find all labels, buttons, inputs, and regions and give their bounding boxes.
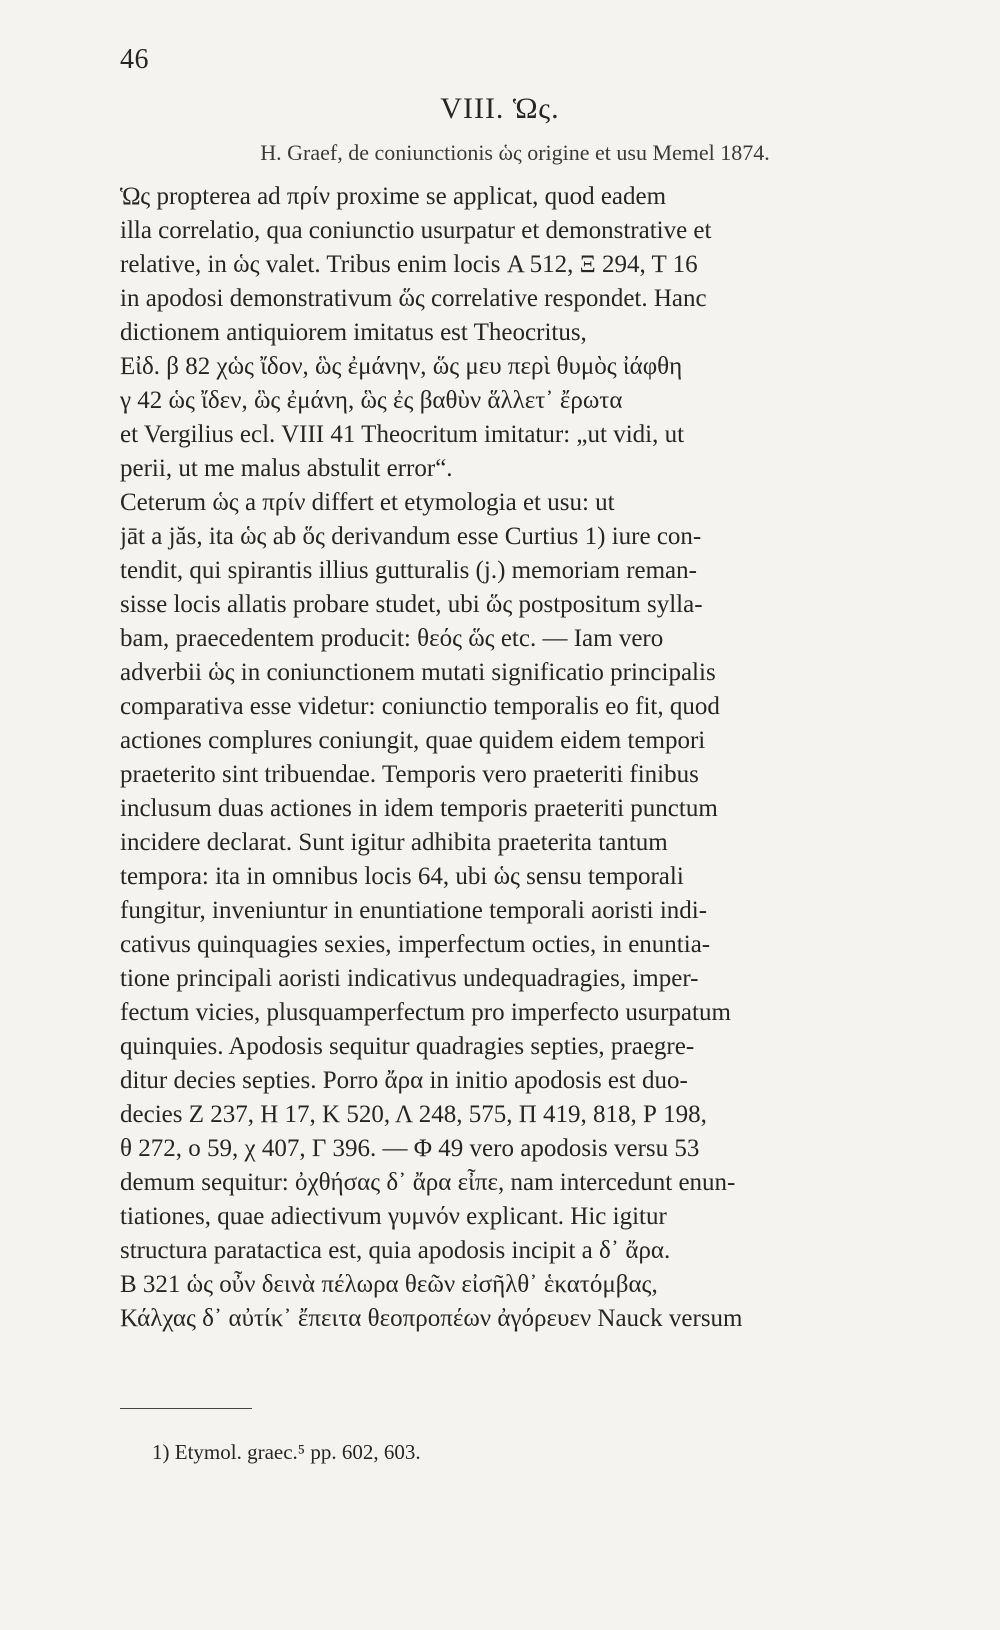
- body-line: quinquies. Apodosis sequitur quadragies septies, praegre-: [120, 1033, 695, 1060]
- body-line: structura paratactica est, quia apodosis incipit a δ᾽ ἄρα.: [120, 1237, 671, 1264]
- body-line: fectum vicies, plusquamperfectum pro imperfecto usurpatum: [120, 999, 731, 1026]
- body-line: Β 321 ὡς οὖν δεινὰ πέλωρα θεῶν εἰσῆλθ᾽ ἑκατόμβας,: [120, 1271, 658, 1298]
- body-text: [120, 180, 910, 1336]
- body-line: sisse locis allatis probare studet, ubi ὥς postpositum sylla-: [120, 591, 703, 618]
- body-line: perii, ut me malus abstulit error“.: [120, 455, 453, 482]
- body-line: illa correlatio, qua coniunctio usurpatur et demonstrative et: [120, 217, 712, 244]
- body-line: demum sequitur: ὀχθήσας δ᾽ ἄρα εἶπε, nam intercedunt enun-: [120, 1169, 736, 1196]
- body-line: actiones complures coniungit, quae quidem eidem tempori: [120, 727, 706, 754]
- section-heading: VIII. Ὡς.: [440, 92, 560, 125]
- page-number: 46: [120, 44, 149, 75]
- body-line: Ceterum ὡς a πρίν differt et etymologia et usu: ut: [120, 489, 615, 516]
- bibliographic-reference: H. Graef, de coniunctionis ὡς origine et usu Memel 1874.: [260, 140, 770, 165]
- body-line: jāt a jăs, ita ὡς ab ὅς derivandum esse Curtius 1) iure con-: [120, 523, 702, 550]
- body-line: ditur decies septies. Porro ἄρα in initio apodosis est duo-: [120, 1067, 688, 1094]
- body-line: Ὡς propterea ad πρίν proxime se applicat, quod eadem: [120, 183, 667, 210]
- body-line: relative, in ὡς valet. Tribus enim locis Α 512, Ξ 294, Τ 16: [120, 251, 698, 278]
- body-line: fungitur, inveniuntur in enuntiatione temporali aoristi indi-: [120, 897, 708, 924]
- body-line: tendit, qui spirantis illius gutturalis (j.) memoriam reman-: [120, 557, 697, 584]
- body-line: tempora: ita in omnibus locis 64, ubi ὡς sensu temporali: [120, 863, 684, 890]
- body-line: incidere declarat. Sunt igitur adhibita praeterita tantum: [120, 829, 668, 856]
- body-line: decies Ζ 237, Η 17, Κ 520, Λ 248, 575, Π 419, 818, Ρ 198,: [120, 1101, 707, 1128]
- body-line: γ 42 ὡς ἴδεν, ὣς ἐμάνη, ὣς ἐς βαθὺν ἅλλετ᾽ ἔρωτα: [120, 387, 623, 414]
- body-line: et Vergilius ecl. VIII 41 Theocritum imitatur: „ut vidi, ut: [120, 421, 685, 448]
- body-line: cativus quinquagies sexies, imperfectum octies, in enuntia-: [120, 931, 711, 958]
- footnote-divider: [120, 1408, 252, 1409]
- body-line: adverbii ὡς in coniunctionem mutati significatio principalis: [120, 659, 716, 686]
- body-line: praeterito sint tribuendae. Temporis vero praeteriti finibus: [120, 761, 699, 788]
- footnote: 1) Etymol. graec.⁵ pp. 602, 603.: [152, 1440, 421, 1464]
- body-line: bam, praecedentem producit: θεός ὥς etc. — Iam vero: [120, 625, 664, 652]
- body-line: tiationes, quae adiectivum γυμνόν explicant. Hic igitur: [120, 1203, 667, 1230]
- body-line: Κάλχας δ᾽ αὐτίκ᾽ ἔπειτα θεοπροπέων ἀγόρευεν Nauck versum: [120, 1305, 743, 1332]
- body-line: tione principali aoristi indicativus undequadragies, imper-: [120, 965, 699, 992]
- body-line: dictionem antiquiorem imitatus est Theocritus,: [120, 319, 587, 346]
- body-line: θ 272, ο 59, χ 407, Γ 396. — Φ 49 vero apodosis versu 53: [120, 1135, 700, 1162]
- body-line: inclusum duas actiones in idem temporis praeteriti punctum: [120, 795, 718, 822]
- body-line: comparativa esse videtur: coniunctio temporalis eo fit, quod: [120, 693, 720, 720]
- body-line: in apodosi demonstrativum ὥς correlative respondet. Hanc: [120, 285, 707, 312]
- body-line: Εἰδ. β 82 χὡς ἴδον, ὣς ἐμάνην, ὥς μευ περὶ θυμὸς ἰάφθη: [120, 353, 683, 380]
